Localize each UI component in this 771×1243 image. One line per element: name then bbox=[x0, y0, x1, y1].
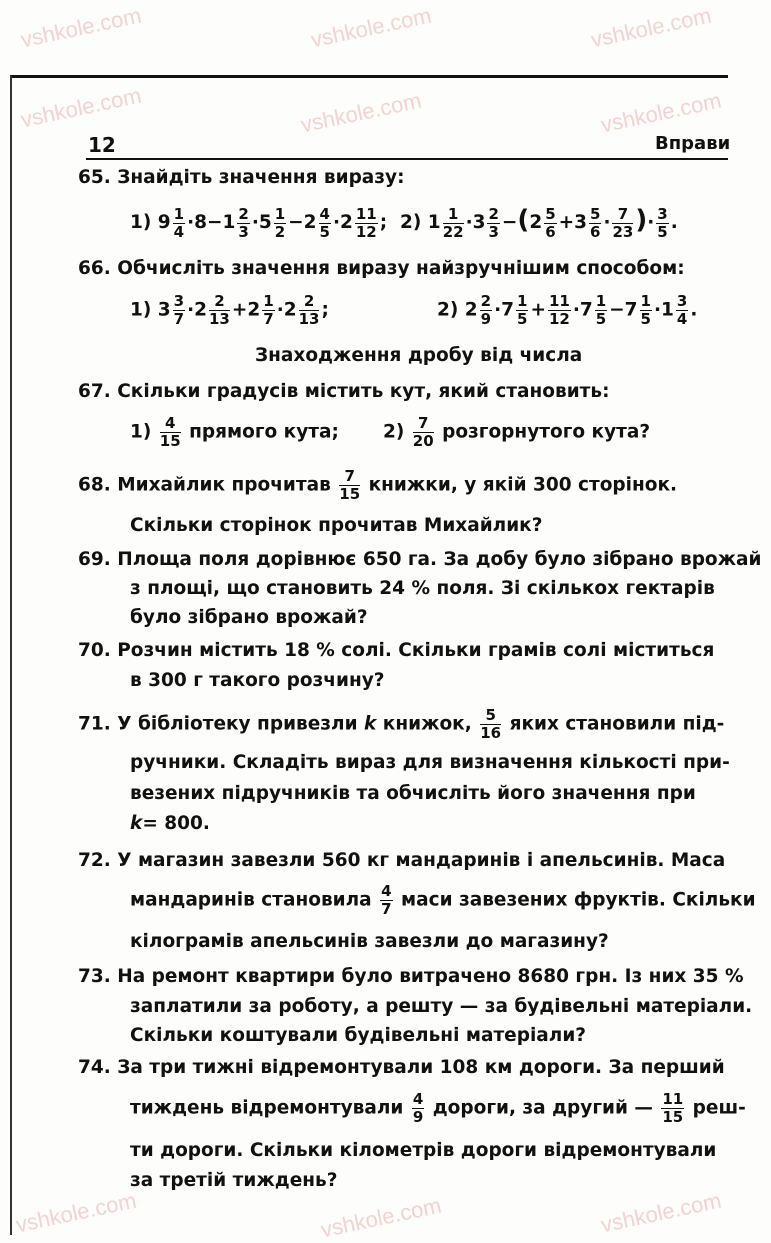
fraction: $\frac{4}{9}$ bbox=[412, 1090, 424, 1126]
fraction: $\frac{4}{5}$ bbox=[319, 204, 330, 241]
exercise-74-line-4: за третій тиждень? bbox=[130, 1170, 338, 1191]
exercise-number: 65. bbox=[78, 167, 111, 188]
fraction: $\frac{2}{3}$ bbox=[488, 204, 499, 241]
exercise-70 bbox=[78, 640, 714, 661]
exercise-72-line-3: кілограмів апельсинів завезли до магазину? bbox=[130, 931, 609, 952]
text: реш- bbox=[692, 1097, 746, 1119]
subsection-title: Знаходження дробу від числа bbox=[255, 345, 583, 366]
fraction: $\frac{3}{5}$ bbox=[657, 204, 668, 241]
fraction: $\frac{5}{16}$ bbox=[480, 706, 502, 742]
watermark: vshkole.com bbox=[598, 87, 724, 138]
text: За три тижні відремонтували 108 км дороги. За перший bbox=[117, 1057, 725, 1078]
page-number: 12 bbox=[88, 133, 116, 157]
fraction: $\frac{2}{3}$ bbox=[238, 204, 249, 241]
text: У бібліотеку привезли bbox=[117, 713, 358, 735]
item-label: 2) bbox=[400, 212, 422, 233]
watermark: vshkole.com bbox=[318, 1192, 444, 1243]
text: тиждень відремонтували bbox=[130, 1097, 404, 1119]
exercise-text: Обчисліть значення виразу найзручнішим способом: bbox=[117, 258, 685, 279]
fraction: $\frac{1}{2}$ bbox=[274, 204, 286, 241]
item-text: прямого кута; bbox=[189, 421, 339, 443]
item-label: 2) bbox=[437, 299, 459, 321]
fraction: $\frac{1}{22}$ bbox=[442, 204, 464, 241]
fraction: $\frac{2}{13}$ bbox=[209, 292, 230, 328]
item-label: 1) bbox=[130, 212, 152, 233]
exercise-74-line-2 bbox=[130, 1091, 746, 1126]
fraction: $\frac{2}{13}$ bbox=[298, 292, 320, 328]
watermark: vshkole.com bbox=[308, 2, 434, 53]
exercise-66-expression-2: 2) 2 $\frac{2}{9}$ ·7 $\frac{1}{5}$ + $\frac{11}{12}$ ·7 $\frac{1}{5}$ −7 $\frac{1}{5}$ ·1 $\frac{3}{4}$ . bbox=[437, 292, 698, 328]
exercise-74-line-3: ти дороги. Скільки кілометрів дороги відремонтували bbox=[130, 1140, 717, 1161]
page-left-edge bbox=[10, 75, 12, 1235]
exercise-71-line-3: везених підручників та обчисліть його значення при bbox=[130, 783, 696, 804]
watermark: vshkole.com bbox=[598, 1187, 724, 1238]
exercise-67 bbox=[78, 381, 610, 402]
fraction: $\frac{11}{12}$ bbox=[548, 292, 570, 328]
text: У магазин завезли 560 кг мандаринів і апельсинів. Маса bbox=[117, 850, 726, 871]
exercise-number: 71. bbox=[78, 713, 111, 735]
exercise-72-line-2 bbox=[130, 883, 756, 918]
fraction: $\frac{11}{12}$ bbox=[355, 204, 377, 241]
text: книжок, bbox=[382, 713, 472, 735]
exercise-69 bbox=[78, 549, 762, 570]
text: дороги, за другий — bbox=[432, 1097, 653, 1119]
exercise-73-line-2: заплатили за роботу, а решту — за будівельні матеріали. bbox=[130, 996, 753, 1017]
fraction: $\frac{5}{6}$ bbox=[545, 204, 556, 241]
text: маси завезених фруктів. Скільки bbox=[401, 889, 756, 911]
text: книжки, у якій 300 сторінок. bbox=[368, 474, 678, 496]
exercise-text: Знайдіть значення виразу: bbox=[117, 167, 405, 188]
watermark: vshkole.com bbox=[18, 2, 144, 53]
exercise-68 bbox=[78, 468, 677, 503]
exercise-71 bbox=[78, 707, 724, 742]
exercise-number: 69. bbox=[78, 549, 111, 570]
exercise-70-line-2: в 300 г такого розчину? bbox=[130, 670, 385, 691]
fraction: $\frac{11}{15}$ bbox=[662, 1090, 684, 1126]
fraction: $\frac{7}{15}$ bbox=[339, 467, 361, 503]
text: Площа поля дорівнює 650 га. За добу було зібрано врожай bbox=[117, 549, 762, 570]
variable: k bbox=[364, 713, 377, 735]
exercise-69-line-3: було зібрано врожай? bbox=[130, 607, 368, 628]
fraction: $\frac{5}{6}$ bbox=[590, 204, 601, 241]
watermark: vshkole.com bbox=[588, 2, 714, 53]
page-top-rule bbox=[10, 75, 728, 78]
fraction: $\frac{1}{5}$ bbox=[595, 292, 607, 328]
fraction: $\frac{7}{20}$ bbox=[412, 414, 434, 450]
item-label: 1) bbox=[130, 421, 152, 443]
fraction: $\frac{4}{15}$ bbox=[159, 414, 181, 450]
section-title: Вправи bbox=[655, 133, 731, 154]
text: Михайлик прочитав bbox=[117, 474, 331, 496]
fraction: $\frac{1}{5}$ bbox=[640, 292, 651, 328]
watermark: vshkole.com bbox=[13, 1187, 139, 1238]
exercise-number: 74. bbox=[78, 1057, 111, 1078]
exercise-69-line-2: з площі, що становить 24 % поля. Зі скількох гектарів bbox=[130, 578, 715, 599]
exercise-number: 68. bbox=[78, 474, 111, 496]
exercise-72 bbox=[78, 850, 725, 871]
exercise-65 bbox=[78, 167, 405, 188]
fraction: $\frac{2}{9}$ bbox=[480, 292, 492, 328]
exercise-number: 67. bbox=[78, 381, 111, 402]
exercise-text: Скільки градусів містить кут, який становить: bbox=[117, 381, 610, 402]
variable: k bbox=[130, 813, 143, 834]
text: На ремонт квартири було витрачено 8680 грн. Із них 35 % bbox=[117, 966, 744, 987]
exercise-71-line-4 bbox=[130, 813, 210, 834]
exercise-74 bbox=[78, 1057, 725, 1078]
item-label: 1) bbox=[130, 299, 152, 321]
exercise-number: 72. bbox=[78, 850, 111, 871]
text: = 800. bbox=[142, 813, 210, 834]
text: Розчин містить 18 % солі. Скільки грамів солі міститься bbox=[117, 640, 715, 661]
fraction: $\frac{4}{7}$ bbox=[381, 882, 392, 918]
watermark: vshkole.com bbox=[298, 87, 424, 138]
text: мандаринів становила bbox=[130, 889, 372, 911]
fraction: $\frac{7}{23}$ bbox=[612, 204, 634, 241]
exercise-number: 66. bbox=[78, 258, 111, 279]
exercise-number: 73. bbox=[78, 966, 111, 987]
watermark: vshkole.com bbox=[18, 82, 144, 133]
fraction: $\frac{1}{5}$ bbox=[517, 292, 528, 328]
item-text: розгорнутого кута? bbox=[442, 421, 651, 443]
fraction: $\frac{3}{7}$ bbox=[173, 292, 185, 328]
exercise-66 bbox=[78, 258, 685, 279]
exercise-number: 70. bbox=[78, 640, 111, 661]
exercise-67-part-2 bbox=[383, 415, 650, 450]
exercise-73 bbox=[78, 966, 744, 987]
header-rule bbox=[86, 158, 728, 160]
exercise-73-line-3: Скільки коштували будівельні матеріали? bbox=[130, 1025, 587, 1046]
item-label: 2) bbox=[383, 421, 405, 443]
exercise-65-expressions: 1) 9 $\frac{1}{4}$ ·8−1 $\frac{2}{3}$ ·5 $\frac{1}{2}$ −2 $\frac{4}{5}$ ·2 $\frac{11}{12}$ ; 2) 1 $\frac{1}{22}$ ·3 $\frac{2}{3}$ −(2 $\frac{5}{6}$ +3 $\frac{5}{6}$ · $\frac{7}{23}$ )· $\frac{3}{5}$ . bbox=[130, 204, 678, 241]
exercise-67-part-1 bbox=[130, 415, 339, 450]
text: яких становили під- bbox=[509, 713, 725, 735]
exercise-68-line-2: Скільки сторінок прочитав Михайлик? bbox=[130, 515, 543, 536]
exercise-71-line-2: ручники. Складіть вираз для визначення кількості при- bbox=[130, 752, 730, 773]
exercise-66-expression-1: 1) 3 $\frac{3}{7}$ ·2 $\frac{2}{13}$ +2 $\frac{1}{7}$ ·2 $\frac{2}{13}$ ; bbox=[130, 292, 329, 328]
fraction: $\frac{1}{7}$ bbox=[263, 292, 274, 328]
fraction: $\frac{1}{4}$ bbox=[173, 204, 185, 241]
fraction: $\frac{3}{4}$ bbox=[676, 292, 688, 328]
